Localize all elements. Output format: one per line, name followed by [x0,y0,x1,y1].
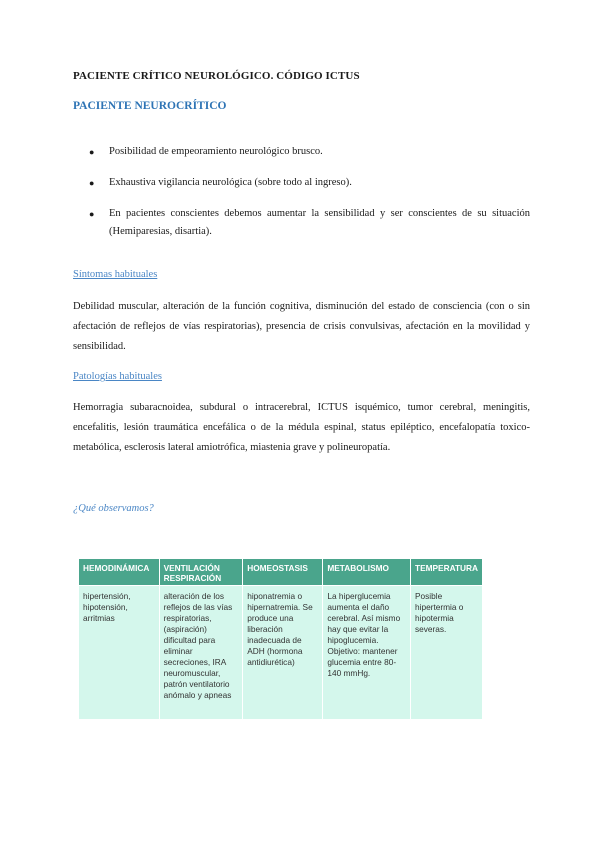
header-hemodinamica: HEMODINÁMICA [79,559,160,585]
patologias-heading[interactable]: Patologías habituales [73,371,162,382]
bullet-icon: ● [89,178,95,188]
header-homeostasis: HOMEOSTASIS [243,559,323,585]
header-metabolismo: METABOLISMO [323,559,411,585]
cell-temperatura: Posible hipertermia o hipotermia severas. [411,585,482,719]
list-item: ● Posibilidad de empeoramiento neurológico brusco. [73,143,530,161]
header-ventilacion: VENTILACIÓN RESPIRACIÓN [160,559,244,585]
sintomas-text: Debilidad muscular, alteración de la función cognitiva, disminución del estado de consciencia (con o sin afectación de reflejos de vías respiratorias), presencia de crisis convulsivas, afectación en la movilidad y sensibilidad. [73,301,530,352]
table-row [79,585,482,719]
header-temperatura: TEMPERATURA [411,559,482,585]
cell-ventilacion: alteración de los reflejos de las vías respiratorias, (aspiración) dificultad para eliminar secreciones, IRA neuromuscular, patrón ventilatorio anómalo y apneas [160,585,244,719]
cell-metabolismo: La hiperglucemia aumenta el daño cerebral. Así mismo hay que evitar la hipoglucemia. Objetivo: mantener glucemia entre 80-140 mmHg. [323,585,411,719]
bullet-icon: ● [89,209,95,219]
cell-homeostasis: hiponatremia o hipernatremia. Se produce una liberación inadecuada de ADH (hormona antidiurética) [243,585,323,719]
section-title: PACIENTE NEUROCRÍTICO [73,100,227,112]
sintomas-heading[interactable]: Síntomas habituales [73,269,158,280]
cell-hemodinamica: hipertensión, hipotensión, arritmias [79,585,160,719]
observation-table [79,559,482,719]
question-heading: ¿Qué observamos? [73,503,154,514]
list-item: ● En pacientes conscientes debemos aumentar la sensibilidad y ser conscientes de su situación (Hemiparesias, disartia). [73,205,530,241]
bullet-icon: ● [89,147,95,157]
patologias-text: Hemorragia subaracnoidea, subdural o intracerebral, ICTUS isquémico, tumor cerebral, meningitis, encefalitis, lesión traumática encefálica o de la médula espinal, status epiléptico, encefalopatía toxico-metabólica, esclerosis lateral amiotrófica, miastenia grave y polineuropatía. [73,402,530,453]
document-title: PACIENTE CRÍTICO NEUROLÓGICO. CÓDIGO ICTUS [73,70,360,82]
table-header-row [79,559,482,585]
list-item: ● Exhaustiva vigilancia neurológica (sobre todo al ingreso). [73,174,530,192]
bullet-list [73,143,530,254]
